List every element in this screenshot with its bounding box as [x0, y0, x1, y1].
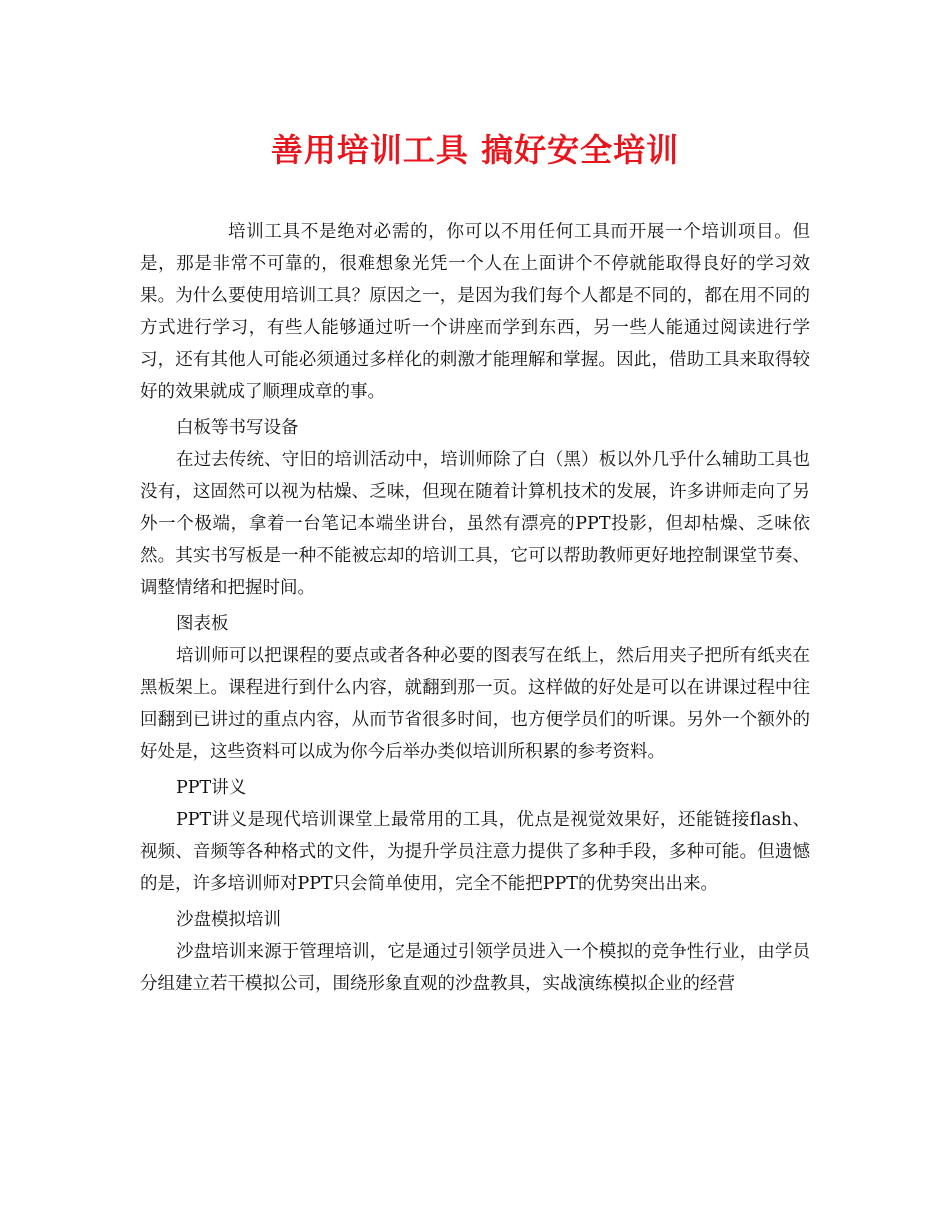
section-body-sandbox: 沙盘培训来源于管理培训，它是通过引领学员进入一个模拟的竞争性行业，由学员分组建立若干模拟公司，围绕形象直观的沙盘教具，实战演练模拟企业的经营: [140, 942, 810, 994]
section-heading-sandbox: 沙盘模拟培训: [176, 910, 281, 930]
section-heading-chart-board: 图表板: [176, 614, 229, 634]
document-title: 善用培训工具 搞好安全培训: [270, 131, 680, 169]
section-body-ppt: PPT讲义是现代培训课堂上最常用的工具，优点是视觉效果好，还能链接flash、视频、音频等各种格式的文件，为提升学员注意力提供了多种手段，多种可能。但遗憾的是，许多培训师对PPT只会简单使用，完全不能把PPT的优势突出出来。: [140, 810, 810, 894]
intro-paragraph: 培训工具不是绝对必需的，你可以不用任何工具而开展一个培训项目。但是，那是非常不可靠的，很难想象光凭一个人在上面讲个不停就能取得良好的学习效果。为什么要使用培训工具？原因之一，是因为我们每个人都是不同的，都在用不同的方式进行学习，有些人能够通过听一个讲座而学到东西，另一些人能通过阅读进行学习，还有其他人可能必须通过多样化的刺激才能理解和掌握。因此，借助工具来取得较好的效果就成了顺理成章的事。: [140, 222, 810, 402]
section-heading-ppt: PPT讲义: [176, 778, 247, 798]
section-body-whiteboard: 在过去传统、守旧的培训活动中，培训师除了白（黑）板以外几乎什么辅助工具也没有，这固然可以视为枯燥、乏味，但现在随着计算机技术的发展，许多讲师走向了另外一个极端，拿着一台笔记本端坐讲台，虽然有漂亮的PPT投影，但却枯燥、乏味依然。其实书写板是一种不能被忘却的培训工具，它可以帮助教师更好地控制课堂节奏、调整情绪和把握时间。: [140, 450, 810, 598]
section-body-chart-board: 培训师可以把课程的要点或者各种必要的图表写在纸上，然后用夹子把所有纸夹在黑板架上。课程进行到什么内容，就翻到那一页。这样做的好处是可以在讲课过程中往回翻到已讲过的重点内容，从而节省很多时间，也方便学员们的听课。另外一个额外的好处是，这些资料可以成为你今后举办类似培训所积累的参考资料。: [140, 646, 810, 762]
section-heading-whiteboard: 白板等书写设备: [176, 418, 299, 438]
